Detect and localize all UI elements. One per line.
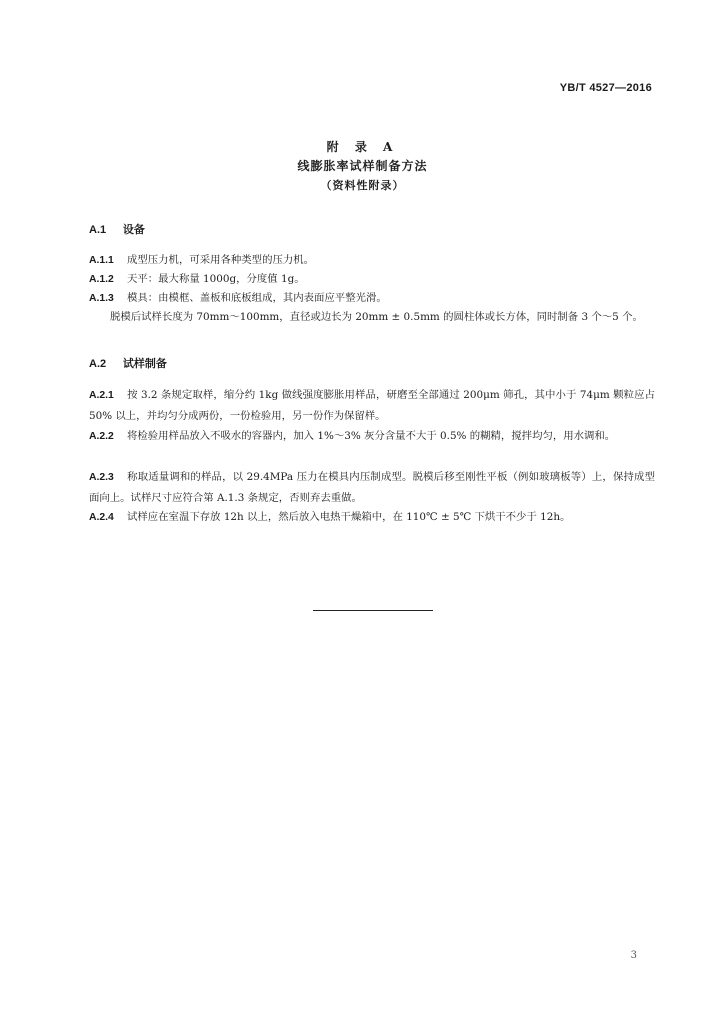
clause-number: A.2.2 — [89, 431, 114, 442]
specimen-size-paragraph: 脱模后试样长度为 70mm～100mm，直径或边长为 20mm ± 0.5mm 的圆柱体或长方体，同时制备 3 个～5 个。 — [110, 311, 643, 323]
standard-code: YB/T 4527—2016 — [559, 82, 652, 94]
clause-number: A.2.4 — [89, 512, 114, 523]
clause-text: 称取适量调和的样品，以 29.4MPa 压力在模具内压制成型。脱模后移至刚性平板（例如玻璃板等）上，保持成型面向上。试样尺寸应符合第 A.1.3 条规定，否则弃去重做。 — [89, 471, 655, 504]
appendix-title: 线膨胀率试样制备方法 — [297, 159, 428, 173]
clause-number: A.1.2 — [89, 274, 114, 285]
section-number: A.1 — [89, 224, 107, 236]
clause-text: 按 3.2 条规定取样，缩分约 1kg 做线强度膨胀用样品，研磨至全部通过 200μm 筛孔，其中小于 74μm 颗粒应占 50% 以上，并均匀分成两份，一份检验用，另一份作为保留样。 — [89, 389, 655, 422]
clause-number: A.2.1 — [89, 390, 114, 401]
clause-a-1-2 — [89, 269, 655, 290]
clause-number: A.1.3 — [89, 293, 114, 304]
appendix-label: 附 录 A — [326, 140, 399, 154]
clause-a-2-2 — [89, 426, 655, 447]
end-rule — [313, 610, 433, 611]
appendix-note: （资料性附录） — [320, 179, 405, 192]
clause-text: 天平：最大称量 1000g，分度值 1g。 — [127, 273, 305, 285]
clause-a-2-1 — [89, 385, 655, 426]
section-title: 设备 — [122, 223, 145, 236]
clause-a-2-4 — [89, 507, 655, 528]
page-number: 3 — [630, 950, 637, 961]
clause-a-1-3 — [89, 288, 655, 309]
clause-text: 将检验用样品放入不吸水的容器内，加入 1%～3% 灰分含量不大于 0.5% 的糊精，搅拌均匀，用水调和。 — [127, 430, 616, 442]
clause-text: 成型压力机，可采用各种类型的压力机。 — [127, 254, 315, 266]
clause-text: 模具：由模框、盖板和底板组成，其内表面应平整光滑。 — [127, 292, 387, 304]
clause-a-1-1 — [89, 250, 655, 271]
clause-number: A.2.3 — [89, 472, 114, 483]
section-number: A.2 — [89, 358, 107, 370]
section-title: 试样制备 — [122, 357, 167, 370]
clause-text: 试样应在室温下存放 12h 以上，然后放入电热干燥箱中，在 110℃ ± 5℃ 下烘干不少于 12h。 — [127, 511, 571, 523]
clause-number: A.1.1 — [89, 255, 114, 266]
section-heading-equipment — [89, 221, 145, 237]
clause-a-2-3 — [89, 467, 655, 508]
section-heading-specimen-preparation — [89, 355, 167, 371]
